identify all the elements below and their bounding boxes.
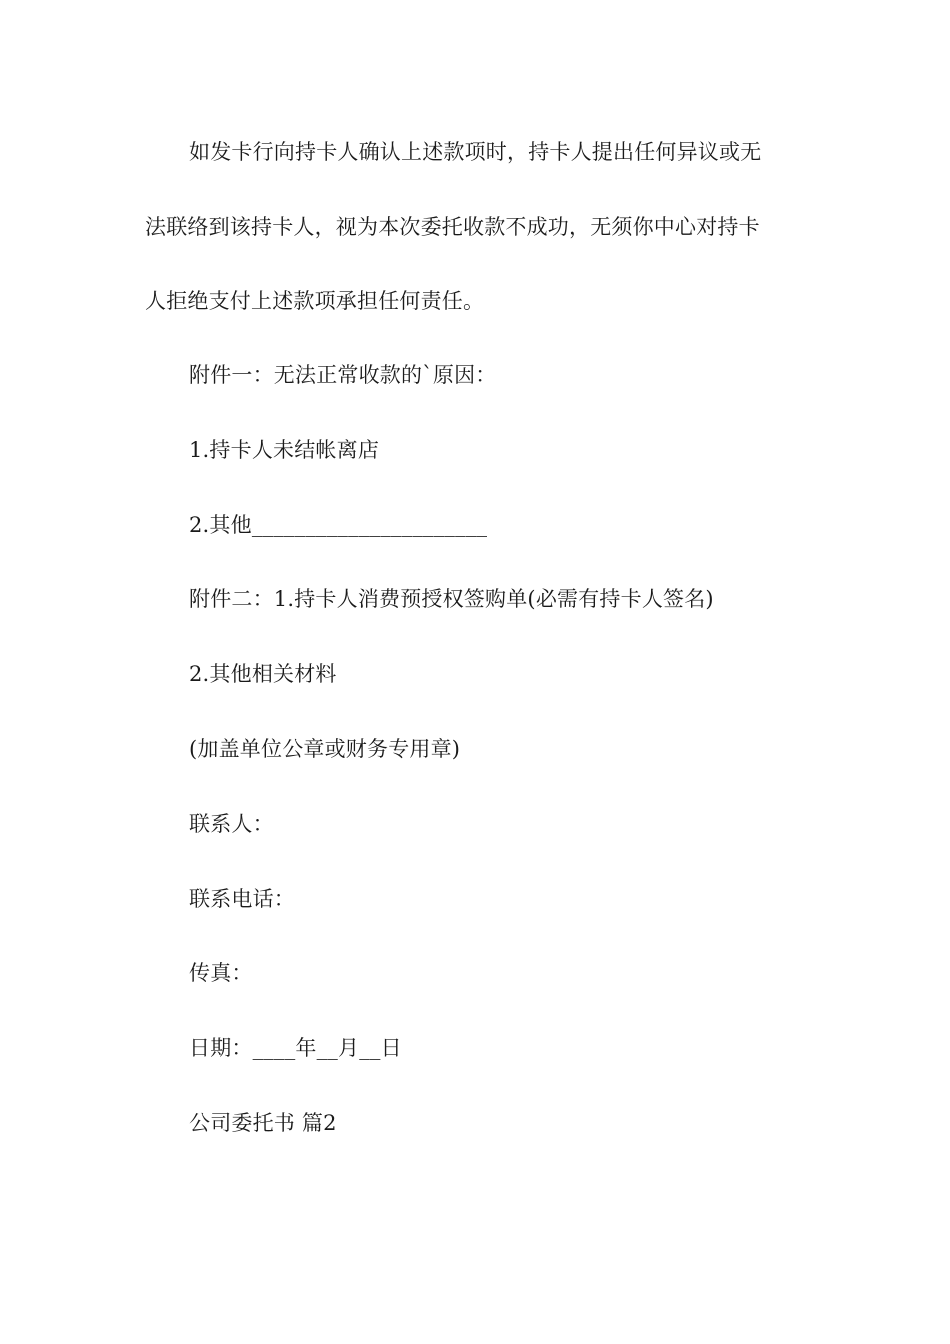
attachment-2-item-2: 2.其他相关材料 bbox=[189, 662, 337, 686]
fax-label: 传真： bbox=[189, 961, 253, 985]
attachment-1-item-2: 2.其他______________________ bbox=[189, 513, 488, 537]
contact-phone-label: 联系电话： bbox=[189, 887, 295, 911]
attachment-1-heading: 附件一：无法正常收款的`原因： bbox=[189, 363, 497, 387]
seal-note: (加盖单位公章或财务专用章) bbox=[189, 737, 461, 761]
paragraph-line-3: 人拒绝支付上述款项承担任何责任。 bbox=[145, 289, 485, 313]
attachment-2-heading: 附件二：1.持卡人消费预授权签购单(必需有持卡人签名) bbox=[189, 587, 714, 611]
paragraph-line-2: 法联络到该持卡人，视为本次委托收款不成功，无须你中心对持卡 bbox=[145, 215, 760, 239]
date-line: 日期：____年__月__日 bbox=[189, 1036, 402, 1060]
section-title: 公司委托书 篇2 bbox=[189, 1111, 337, 1135]
paragraph-line-1: 如发卡行向持卡人确认上述款项时，持卡人提出任何异议或无 bbox=[189, 140, 762, 164]
attachment-1-item-1: 1.持卡人未结帐离店 bbox=[189, 438, 380, 462]
contact-person-label: 联系人： bbox=[189, 812, 274, 836]
